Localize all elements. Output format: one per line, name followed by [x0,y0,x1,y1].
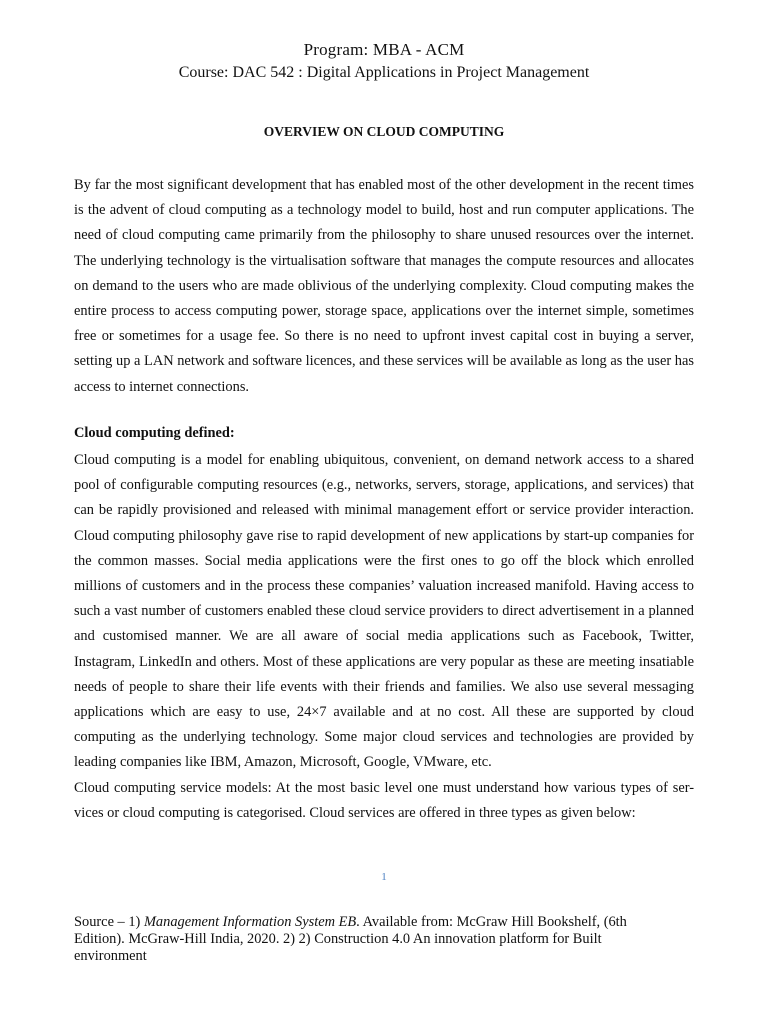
definition-paragraph: Cloud computing is a model for enabling ubiquitous, convenient, on demand network access to a shared pool of configurable computing resources (e.g., networks, servers, storage, applications, and services) that can be rapidly provisioned and released with minimal management effort or service provider interaction. Cloud computing philosophy gave rise to rapid development of new applications by start-up companies for the common masses. Social media applications were the first ones to go off the block which enrolled millions of customers and in the process these companies’ valuation increased manifold. Having access to such a vast number of customers enabled these cloud service providers to direct advertisement in a planned and customised manner. We are all aware of social media applications such as Facebook, Twitter, Instagram, LinkedIn and others. Most of these applications are very popular as these are meeting insatiable needs of people to share their life events with their friends and families. We also use several messaging applications which are easy to use, 24×7 available and at no cost. All these are supported by cloud computing as the underlying technology. Some major cloud services and technologies are provided by leading companies like IBM, Amazon, Microsoft, Google, VMware, etc. [74,452,694,771]
source-title: Management Information System EB [143,914,357,930]
source-prefix: Source – 1) [74,914,144,930]
document-title: OVERVIEW ON CLOUD COMPUTING [263,124,505,139]
page-number: 1 [381,871,387,883]
service-models-paragraph: Cloud computing service models: At the most basic level one must understand how various types of ser-vices or cloud computing is categorised. Cloud services are offered in three types as given below: [74,779,694,821]
section-heading: Cloud computing defined: [74,425,235,441]
source-footnote [74,914,674,965]
definition-section [74,448,694,826]
intro-paragraph: By far the most significant development that has enabled most of the other development in the recent times is the advent of cloud computing as a technology model to build, host and run computer applications. The need of cloud computing came primarily from the philosophy to share unused resources over the internet. The underlying technology is the virtualisation software that manages the compute resources and allocates on demand to the users who are made oblivious of the underlying complexity. Cloud computing makes the entire process to access computing power, storage space, applications over the internet simple, sometimes free or sometimes for a usage fee. So there is no need to upfront invest capital cost in buying a server, setting up a LAN network and software licences, and these services will be available as long as the user has access to internet connections. [74,177,694,395]
source-details: . Available from: McGraw Hill Bookshelf, (6th Edition). McGraw-Hill India, 2020. 2) 2) Construction 4.0 An innovation platform for Built environment [74,914,627,964]
course-header: Course: DAC 542 : Digital Applications in Project Management [178,64,590,81]
program-header: Program: MBA - ACM [303,40,465,59]
